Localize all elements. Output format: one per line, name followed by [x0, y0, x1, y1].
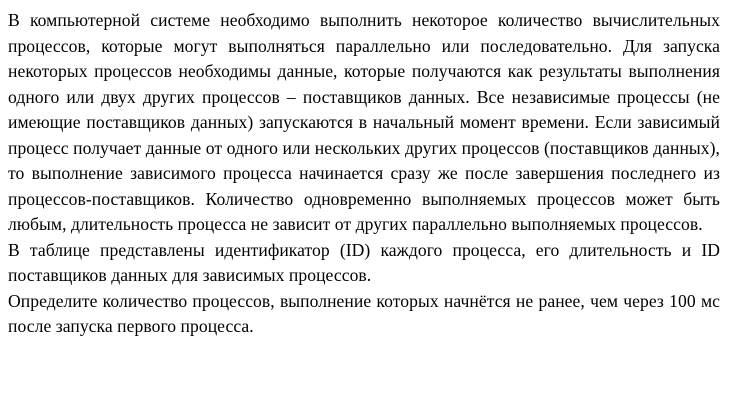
paragraph-3: Определите количество процессов, выполнение которых начнётся не ранее, чем через 100 мс после запуска первого процесса.: [8, 290, 720, 336]
paragraph-1: В компьютерной системе необходимо выполнить некоторое количество вычислительных процессов, которые могут выполняться параллельно или последовательно. Для запуска некоторых процессов необходимы данные, которые получаются как результаты выполнения одного или двух других процессов – поставщиков данных. Все независимые процессы (не имеющие поставщиков данных) запускаются в начальный момент времени. Если зависимый процесс получает данные от одного или нескольких других процессов (поставщиков данных), то выполнение зависимого процесса начинается сразу же после завершения последнего из процессов-поставщиков. Количество одновременно выполняемых процессов может быть любым, длительность процесса не зависит от других параллельно выполняемых процессов.: [8, 10, 720, 234]
paragraph-2: В таблице представлены идентификатор (ID) каждого процесса, его длительность и ID поставщиков данных для зависимых процессов.: [8, 239, 720, 285]
